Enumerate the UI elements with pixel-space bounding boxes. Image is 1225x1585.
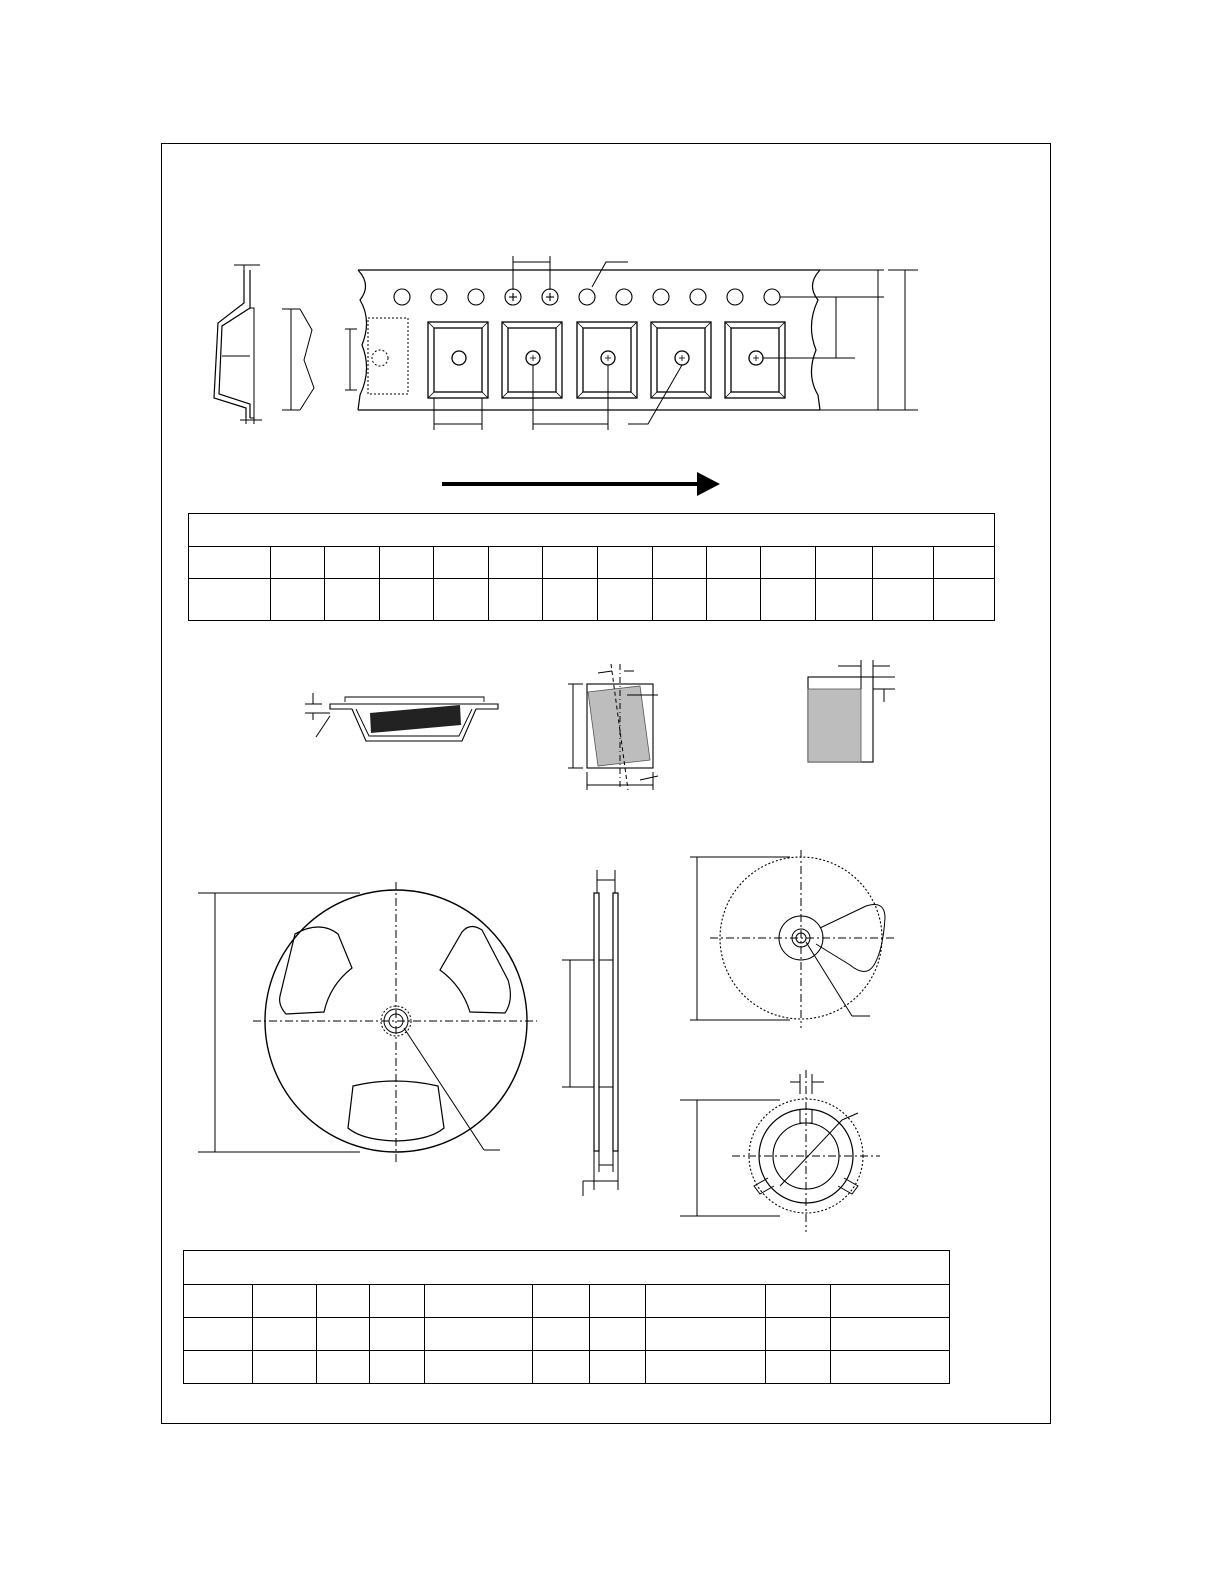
- table-cell: [598, 547, 652, 579]
- table-cell: [184, 1318, 253, 1351]
- table-header-row: [189, 547, 995, 579]
- table-cell: [533, 1285, 590, 1318]
- sprocket-holes: [394, 289, 780, 305]
- table-cell: [873, 579, 934, 621]
- table-cell: [379, 579, 433, 621]
- table-row: [189, 579, 995, 621]
- table-cell: [370, 1318, 425, 1351]
- tape-height-dimension: [282, 309, 314, 410]
- table-cell: [646, 1351, 766, 1384]
- table-cell: [873, 547, 934, 579]
- table-cell: [370, 1351, 425, 1384]
- table-cell: [598, 579, 652, 621]
- table-cell: [542, 547, 597, 579]
- component-clearance-view: [808, 660, 895, 762]
- table-cell: [184, 1351, 253, 1384]
- table-cell: [253, 1318, 317, 1351]
- table-cell: [184, 1285, 253, 1318]
- table-cell: [488, 579, 542, 621]
- table-cell: [253, 1351, 317, 1384]
- table-cell: [271, 547, 325, 579]
- hub-detail-view: [680, 1070, 880, 1232]
- table-cell: [831, 1318, 950, 1351]
- table-cell: [766, 1285, 831, 1318]
- reel-side-view: [562, 870, 618, 1196]
- feed-direction-arrow: [442, 472, 720, 496]
- table-cell: [766, 1318, 831, 1351]
- table-cell: [707, 547, 761, 579]
- table-header-row: [184, 1285, 950, 1318]
- table-cell: [831, 1285, 950, 1318]
- table-cell: [590, 1351, 646, 1384]
- table-cell: [590, 1318, 646, 1351]
- table-cell: [271, 579, 325, 621]
- table-cell: [590, 1285, 646, 1318]
- table-cell: [533, 1351, 590, 1384]
- table-cell: [425, 1351, 533, 1384]
- table-title-cell: [184, 1251, 950, 1285]
- table-cell: [317, 1351, 370, 1384]
- table-cell: [533, 1318, 590, 1351]
- table-cell: [317, 1318, 370, 1351]
- pockets: [428, 322, 785, 398]
- table-cell: [707, 579, 761, 621]
- table-cell: [761, 547, 815, 579]
- table-cell: [189, 547, 271, 579]
- partial-pocket: [368, 318, 408, 394]
- table-cell: [761, 579, 815, 621]
- table-cell: [815, 547, 873, 579]
- carrier-tape-top-view: [345, 256, 918, 430]
- table-row: [184, 1318, 950, 1351]
- tape-cross-section: [214, 265, 262, 424]
- table-cell: [434, 547, 488, 579]
- reel-detail-view: [690, 850, 895, 1028]
- table-title-cell: [189, 514, 995, 547]
- table-cell: [425, 1318, 533, 1351]
- table-title-row: [189, 514, 995, 547]
- table-title-row: [184, 1251, 950, 1285]
- table-cell: [542, 579, 597, 621]
- table-cell: [425, 1285, 533, 1318]
- table-cell: [646, 1318, 766, 1351]
- table-cell: [253, 1285, 317, 1318]
- reel-front-view: [198, 882, 537, 1162]
- table-cell: [325, 579, 379, 621]
- table-cell: [652, 547, 706, 579]
- table-cell: [646, 1285, 766, 1318]
- component-rotation-view: [568, 664, 658, 790]
- pocket-section-component: [305, 693, 498, 741]
- table-cell: [379, 547, 433, 579]
- table-cell: [488, 547, 542, 579]
- table-cell: [652, 579, 706, 621]
- table-cell: [434, 579, 488, 621]
- table-row: [184, 1351, 950, 1384]
- table-cell: [317, 1285, 370, 1318]
- table-cell: [815, 579, 873, 621]
- table-cell: [766, 1351, 831, 1384]
- table-cell: [325, 547, 379, 579]
- table-cell: [934, 579, 995, 621]
- table-cell: [370, 1285, 425, 1318]
- reel-dimension-table: [183, 1250, 950, 1384]
- table-cell: [189, 579, 271, 621]
- tape-dimension-table: [188, 513, 995, 621]
- table-cell: [831, 1351, 950, 1384]
- table-cell: [934, 547, 995, 579]
